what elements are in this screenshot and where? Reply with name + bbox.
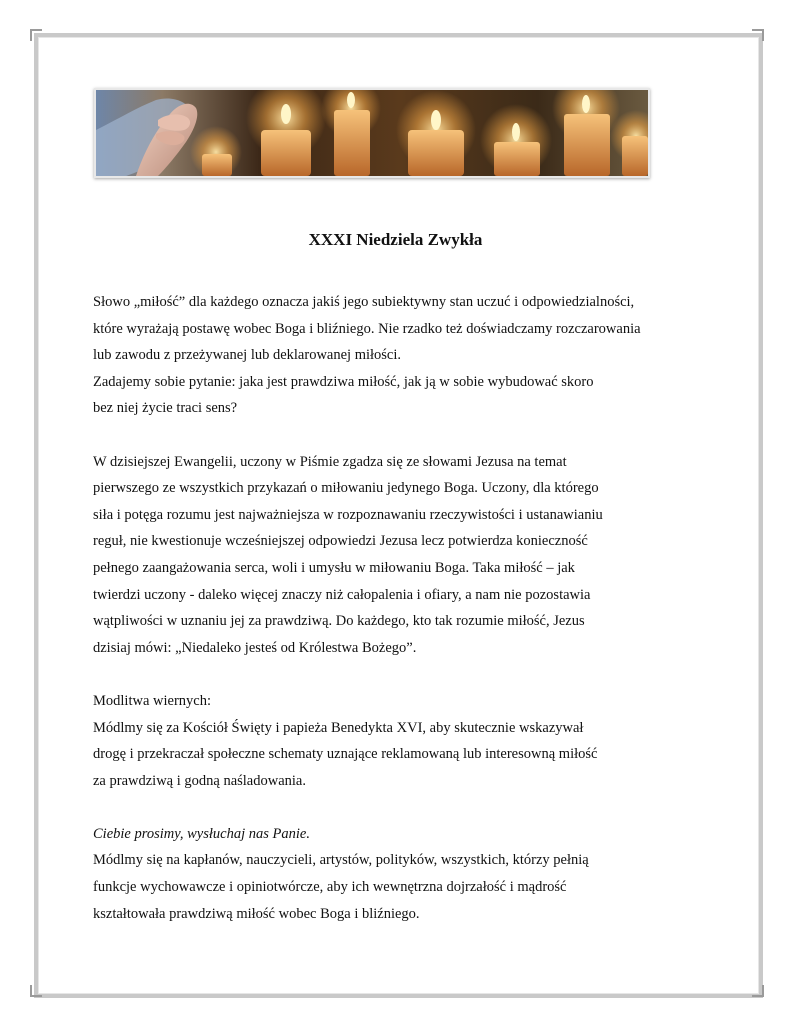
text-line: pierwszego ze wszystkich przykazań o miłowaniu jedynego Boga. Uczony, dla którego	[93, 480, 599, 497]
text-line: które wyrażają postawę wobec Boga i bliźniego. Nie rzadko też doświadczamy rozczarowania	[93, 320, 641, 337]
document-body	[93, 289, 713, 927]
text-line: drogę i przekraczał społeczne schematy uznające reklamowaną lub interesowną miłość	[93, 746, 598, 763]
text-line: funkcje wychowawcze i opiniotwórcze, aby ich wewnętrzna dojrzałość i mądrość	[93, 879, 567, 896]
text-line: za prawdziwą i godną naśladowania.	[93, 772, 306, 789]
text-line: twierdzi uczony - daleko więcej znaczy niż całopalenia i ofiary, a nam nie pozostawia	[93, 586, 591, 603]
corner-ornament	[752, 985, 764, 997]
corner-ornament	[30, 985, 42, 997]
text-line: pełnego zaangażowania serca, woli i umysłu w miłowaniu Boga. Taka miłość – jak	[93, 559, 575, 576]
corner-ornament	[752, 29, 764, 41]
text-line: Modlitwa wiernych:	[93, 692, 211, 709]
text-line: reguł, nie kwestionuje wcześniejszej odpowiedzi Jezusa lecz potwierdza konieczność	[93, 533, 588, 550]
text-line: lub zawodu z przeżywanej lub deklarowanej miłości.	[93, 347, 402, 364]
text-line: kształtowała prawdziwą miłość wobec Boga i bliźniego.	[93, 905, 420, 922]
page-title: XXXI Niedziela Zwykła	[308, 230, 483, 249]
text-line: Słowo „miłość” dla każdego oznacza jakiś jego subiektywny stan uczuć i odpowiedzialności,	[93, 294, 635, 310]
paragraph	[93, 289, 713, 422]
paragraph	[93, 821, 713, 927]
paragraph	[93, 688, 713, 794]
text-line: dzisiaj mówi: „Niedaleko jesteś od Królestwa Bożego”.	[93, 639, 417, 656]
text-line: Zadajemy sobie pytanie: jaka jest prawdziwa miłość, jak ją w sobie wybudować skoro	[93, 373, 594, 390]
text-line: siła i potęga rozumu jest najważniejsza w rozpoznawaniu rzeczywistości i ustanawianiu	[93, 506, 603, 523]
paragraph-gap	[93, 794, 713, 821]
prayer-response: Ciebie prosimy, wysłuchaj nas Panie.	[93, 825, 310, 842]
text-line: Módlmy się za Kościół Święty i papieża Benedykta XVI, aby skutecznie wskazywał	[93, 719, 584, 736]
text-line: W dzisiejszej Ewangelii, uczony w Piśmie zgadza się ze słowami Jezusa na temat	[93, 453, 567, 470]
text-line: bez niej życie traci sens?	[93, 400, 238, 417]
text-line: Módlmy się na kapłanów, nauczycieli, artystów, polityków, wszystkich, którzy pełnią	[93, 852, 589, 869]
header-banner-image	[94, 88, 650, 178]
paragraph	[93, 449, 713, 662]
praying-hands-candles-icon	[96, 90, 648, 176]
paragraph-gap	[93, 422, 713, 449]
paragraph-gap	[93, 661, 713, 688]
corner-ornament	[30, 29, 42, 41]
text-line: wątpliwości w uznaniu jej za prawdziwą. Do każdego, kto tak rozumie miłość, Jezus	[93, 613, 585, 630]
